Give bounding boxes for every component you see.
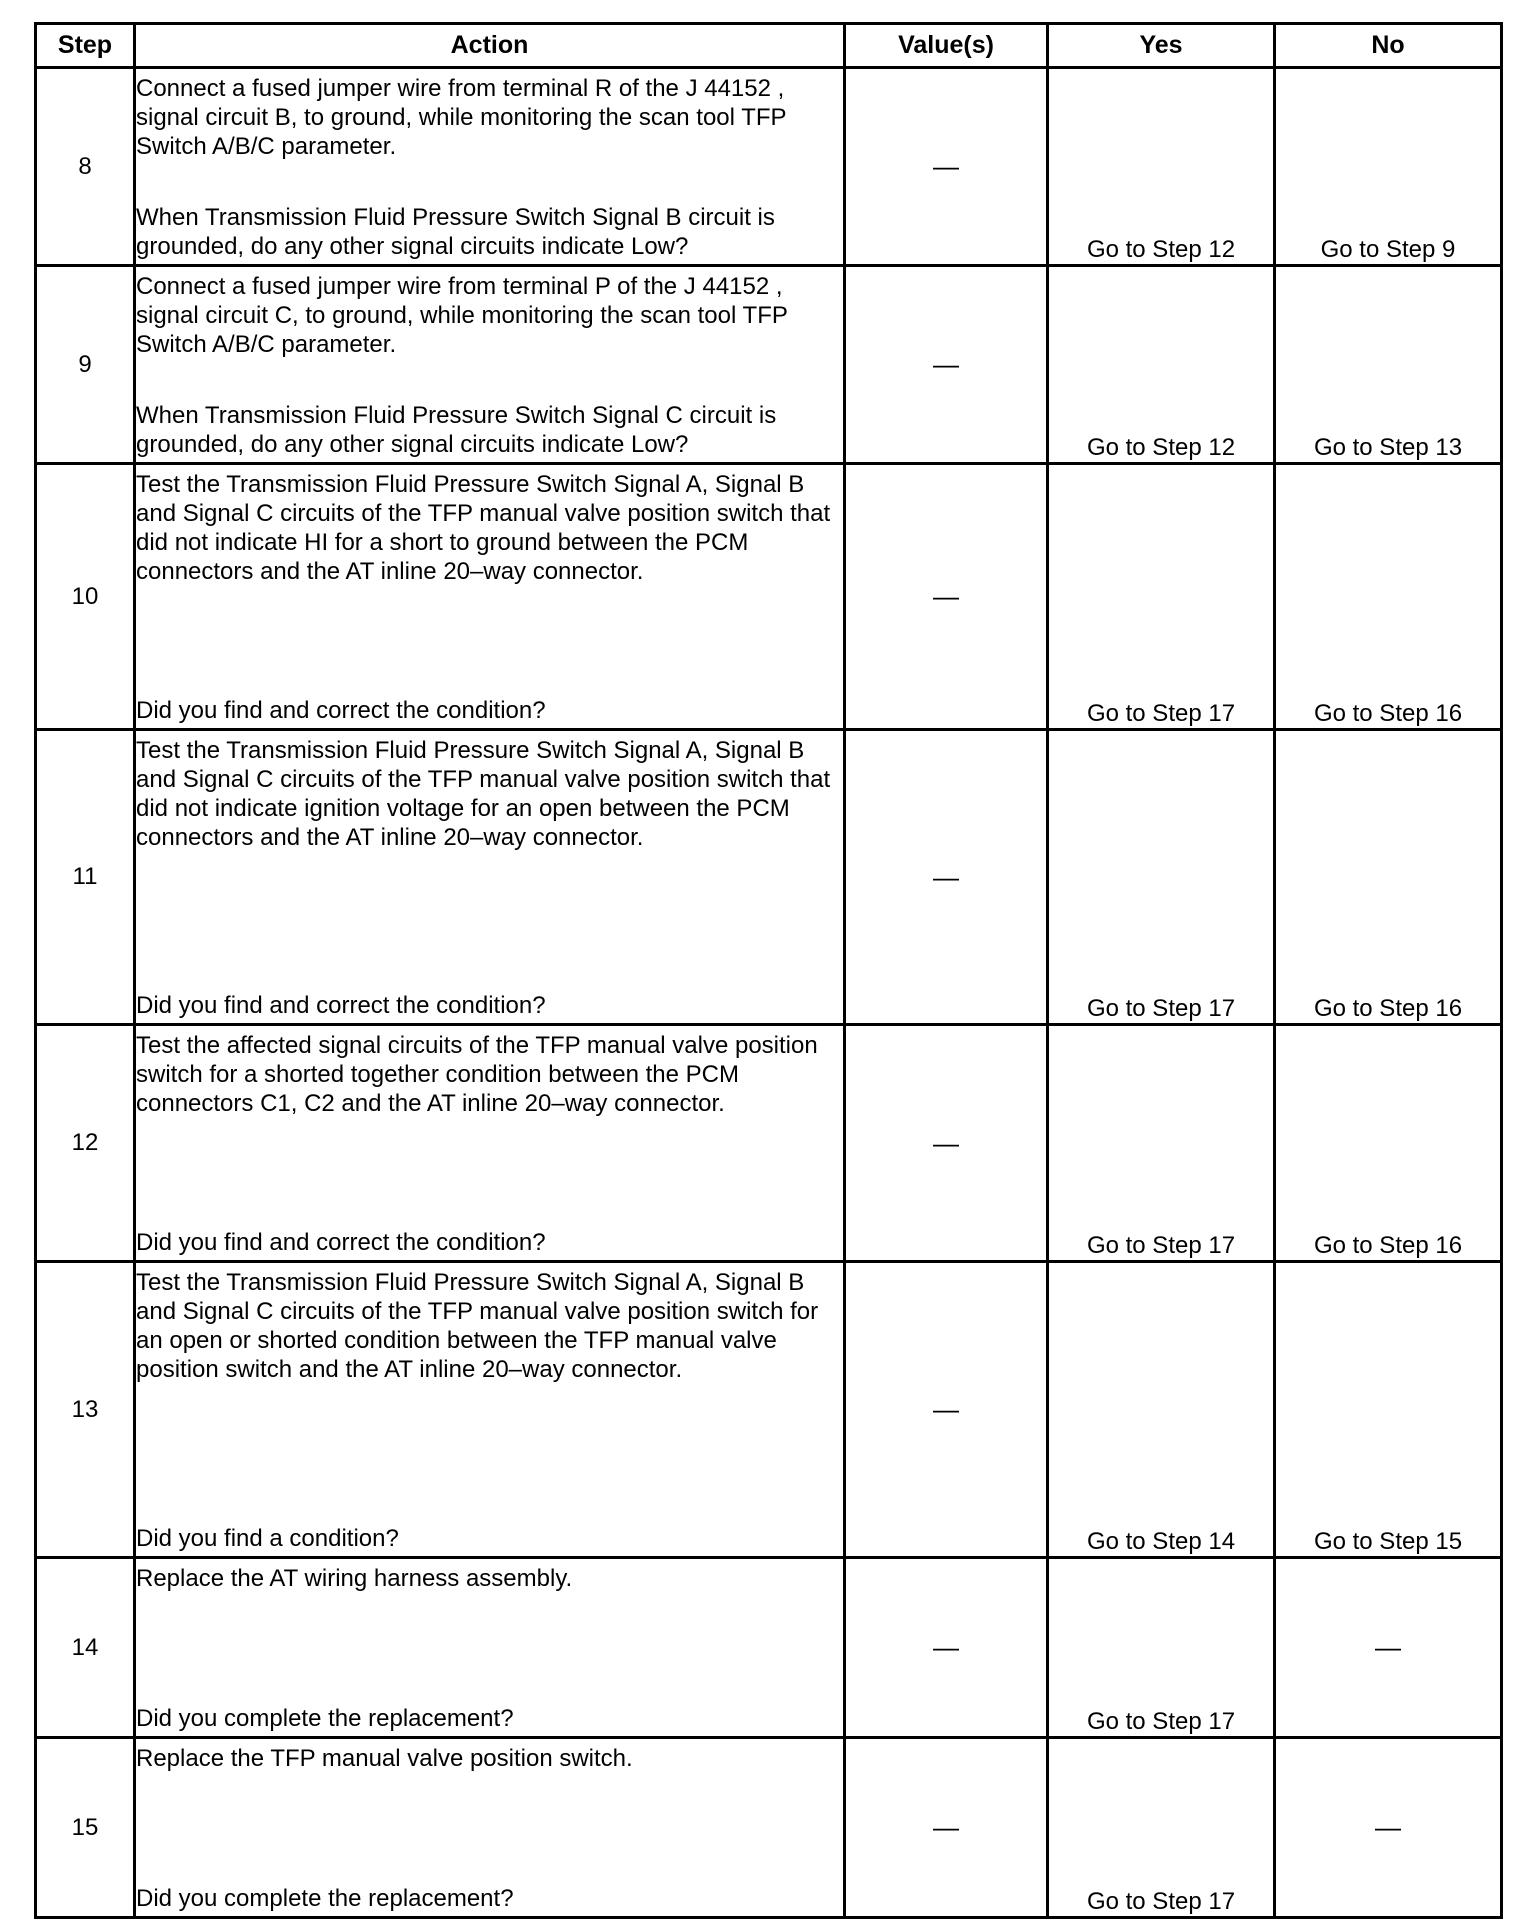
yes-cell: Go to Step 17 (1048, 1738, 1275, 1918)
step-number: 11 (36, 730, 135, 1025)
no-cell: Go to Step 13 (1275, 266, 1502, 464)
value-cell: — (845, 1738, 1048, 1918)
table-row (36, 68, 1502, 266)
yes-cell: Go to Step 14 (1048, 1262, 1275, 1558)
yes-cell: Go to Step 12 (1048, 266, 1275, 464)
step-number: 12 (36, 1025, 135, 1262)
action-cell (135, 68, 845, 266)
diagnostic-table (34, 22, 1503, 1919)
action-cell (135, 1558, 845, 1738)
step-number: 9 (36, 266, 135, 464)
value-cell: — (845, 1558, 1048, 1738)
yes-cell: Go to Step 12 (1048, 68, 1275, 266)
action-question: Did you find a condition? (136, 1525, 399, 1552)
table-row (36, 730, 1502, 1025)
header-action: Action (135, 24, 845, 68)
header-row (36, 24, 1502, 68)
action-instruction: Test the Transmission Fluid Pressure Switch Signal A, Signal B and Signal C circuits of the TFP manual valve position switch for an open or shorted condition between the TFP manual valve position switch and the AT inline 20–way connector. (136, 1269, 819, 1383)
action-cell (135, 1262, 845, 1558)
table-row (36, 1262, 1502, 1558)
action-question: Did you find and correct the condition? (136, 1229, 546, 1256)
value-cell: — (845, 730, 1048, 1025)
yes-cell: Go to Step 17 (1048, 464, 1275, 730)
step-number: 8 (36, 68, 135, 266)
table-row (36, 1025, 1502, 1262)
table-row (36, 1738, 1502, 1918)
action-question: Did you find and correct the condition? (136, 697, 546, 724)
action-cell (135, 1025, 845, 1262)
value-cell: — (845, 1025, 1048, 1262)
header-yes: Yes (1048, 24, 1275, 68)
table-row (36, 266, 1502, 464)
no-cell: Go to Step 16 (1275, 464, 1502, 730)
header-no: No (1275, 24, 1502, 68)
no-cell: Go to Step 16 (1275, 1025, 1502, 1262)
action-instruction: Test the Transmission Fluid Pressure Switch Signal A, Signal B and Signal C circuits of the TFP manual valve position switch that did not indicate HI for a short to ground between the PCM connectors and the AT inline 20–way connector. (136, 471, 831, 585)
value-cell: — (845, 68, 1048, 266)
value-cell: — (845, 464, 1048, 730)
action-instruction: Replace the TFP manual valve position switch. (136, 1745, 633, 1772)
step-number: 13 (36, 1262, 135, 1558)
action-question: Did you complete the replacement? (136, 1885, 514, 1912)
action-instruction: Replace the AT wiring harness assembly. (136, 1565, 573, 1592)
action-cell (135, 464, 845, 730)
action-instruction: Connect a fused jumper wire from terminal P of the J 44152 , signal circuit C, to ground, while monitoring the scan tool TFP Switch A/B/C parameter. (136, 273, 788, 358)
header-step: Step (36, 24, 135, 68)
table-row (36, 1558, 1502, 1738)
action-question: When Transmission Fluid Pressure Switch Signal C circuit is grounded, do any other signal circuits indicate Low? (136, 402, 777, 458)
action-cell (135, 1738, 845, 1918)
value-cell: — (845, 1262, 1048, 1558)
action-cell (135, 730, 845, 1025)
step-number: 14 (36, 1558, 135, 1738)
action-instruction: Connect a fused jumper wire from terminal R of the J 44152 , signal circuit B, to ground, while monitoring the scan tool TFP Switch A/B/C parameter. (136, 75, 787, 160)
yes-cell: Go to Step 17 (1048, 1025, 1275, 1262)
value-cell: — (845, 266, 1048, 464)
step-number: 15 (36, 1738, 135, 1918)
action-instruction: Test the affected signal circuits of the TFP manual valve position switch for a shorted together condition between the PCM connectors C1, C2 and the AT inline 20–way connector. (136, 1032, 818, 1117)
step-number: 10 (36, 464, 135, 730)
yes-cell: Go to Step 17 (1048, 1558, 1275, 1738)
action-cell (135, 266, 845, 464)
no-cell: Go to Step 15 (1275, 1262, 1502, 1558)
action-instruction: Test the Transmission Fluid Pressure Switch Signal A, Signal B and Signal C circuits of the TFP manual valve position switch that did not indicate ignition voltage for an open between the PCM connectors and the AT inline 20–way connector. (136, 737, 831, 851)
no-cell: — (1275, 1558, 1502, 1738)
no-cell: Go to Step 16 (1275, 730, 1502, 1025)
action-question: When Transmission Fluid Pressure Switch Signal B circuit is grounded, do any other signal circuits indicate Low? (136, 204, 775, 260)
action-question: Did you find and correct the condition? (136, 992, 546, 1019)
no-cell: Go to Step 9 (1275, 68, 1502, 266)
table-row (36, 464, 1502, 730)
no-cell: — (1275, 1738, 1502, 1918)
action-question: Did you complete the replacement? (136, 1705, 514, 1732)
header-values: Value(s) (845, 24, 1048, 68)
yes-cell: Go to Step 17 (1048, 730, 1275, 1025)
